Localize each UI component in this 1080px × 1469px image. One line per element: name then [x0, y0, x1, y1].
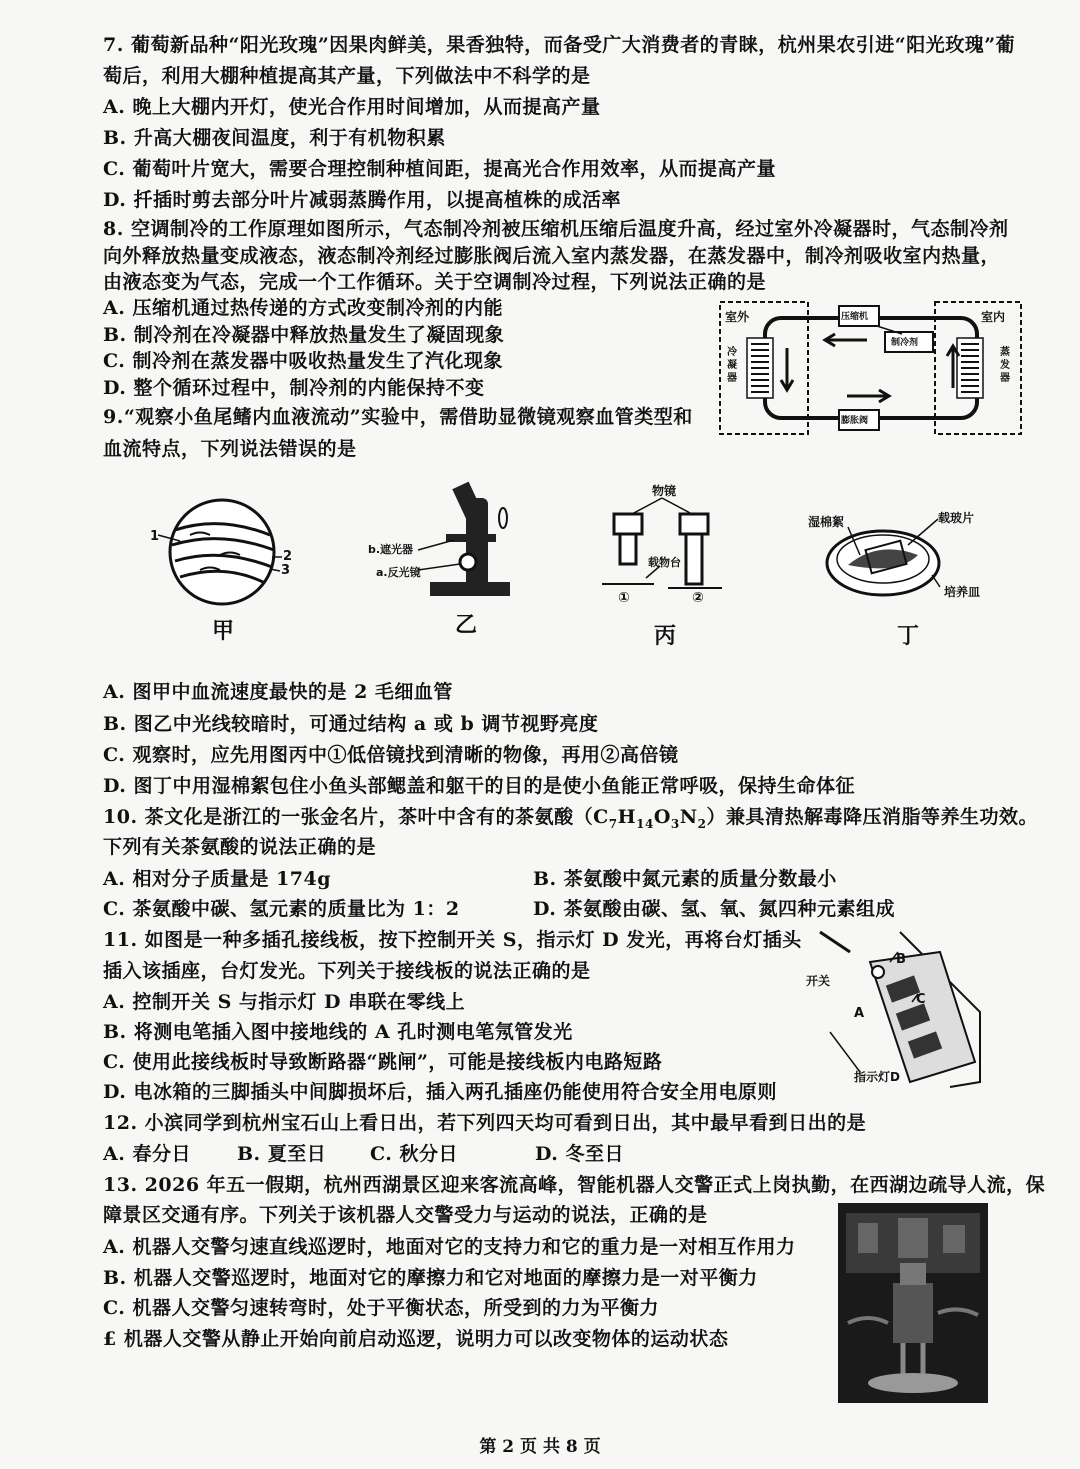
q10-stem-line2: 下列有关茶氨酸的说法正确的是 [103, 836, 377, 858]
q13-option-d: £ 机器人交警从静止开始向前启动巡逻，说明力可以改变物体的运动状态 [103, 1328, 729, 1350]
q12-option-c: C. 秋分日 [370, 1143, 459, 1165]
figure-yi-microscope [368, 478, 518, 603]
label-refrigerant: 制冷剂 [891, 338, 919, 348]
q9-option-c: C. 观察时，应先用图丙中①低倍镜找到清晰的物像，再用②高倍镜 [103, 744, 679, 766]
label-hole-a: A [854, 1006, 865, 1021]
label-indoor: 室内 [981, 310, 1006, 324]
label-mirror: a.反光镜 [376, 566, 421, 579]
q13-stem-line2: 障景区交通有序。下列关于该机器人交警受力与运动的说法，正确的是 [103, 1204, 708, 1226]
formula-c-sub: 7 [608, 816, 618, 831]
formula-o: O [653, 806, 671, 828]
q9-stem-line2: 血流特点，下列说法错误的是 [103, 438, 357, 460]
q11-option-b: B. 将测电笔插入图中接地线的 A 孔时测电笔氖管发光 [103, 1021, 573, 1043]
q9-option-d: D. 图丁中用湿棉絮包住小鱼头部鳃盖和躯干的目的是使小鱼能正常呼吸，保持生命体征 [103, 775, 856, 797]
q7-option-d: D. 扦插时剪去部分叶片减弱蒸腾作用，以提高植株的成活率 [103, 189, 622, 211]
q13-option-c: C. 机器人交警匀速转弯时，处于平衡状态，所受到的力为平衡力 [103, 1297, 660, 1319]
q10-stem-text-b: ）兼具清热解毒降压消脂等养生功效。 [706, 806, 1038, 828]
q11-stem-line1: 11. 如图是一种多插孔接线板，按下控制开关 S，指示灯 D 发光，再将台灯插头 [103, 929, 802, 951]
formula-n: N [679, 806, 698, 828]
label-diaphragm: b.遮光器 [368, 543, 414, 556]
q11-stem-line2: 插入该插座，台灯发光。下列关于接线板的说法正确的是 [103, 960, 591, 982]
q7-stem-line1: 7. 葡萄新品种“阳光玫瑰”因果肉鲜美，果香独特，而备受广大消费者的青睐，杭州果农引进“阳光玫瑰”葡 [103, 34, 1016, 56]
q7-option-a: A. 晚上大棚内开灯，使光合作用时间增加，从而提高产量 [103, 96, 601, 118]
q7-option-c: C. 葡萄叶片宽大，需要合理控制种植间距，提高光合作用效率，从而提高产量 [103, 158, 777, 180]
q8-option-d: D. 整个循环过程中，制冷剂的内能保持不变 [103, 377, 485, 399]
caption-jia: 甲 [212, 618, 235, 644]
label-slide: 载玻片 [938, 511, 975, 525]
label-hole-b: B [896, 952, 906, 967]
label-circle-1: ① [618, 590, 630, 606]
caption-bing: 丙 [654, 623, 677, 649]
formula-n-sub: 2 [697, 816, 707, 831]
label-switch: 开关 [806, 974, 831, 988]
caption-yi: 乙 [455, 612, 478, 638]
figure-jia-blood-vessels [150, 495, 300, 610]
label-wet-cotton: 湿棉絮 [808, 515, 845, 529]
label-dish: 培养皿 [944, 585, 981, 599]
robot-traffic-police-photo [838, 1203, 988, 1403]
q7-option-b: B. 升高大棚夜间温度，利于有机物积累 [103, 127, 446, 149]
q13-stem-line1: 13. 2026 年五一假期，杭州西湖景区迎来客流高峰，智能机器人交警正式上岗执勤，在西湖边疏导人流，保 [103, 1174, 1046, 1196]
label-indicator: 指示灯D [854, 1070, 900, 1084]
q12-option-b: B. 夏至日 [237, 1143, 327, 1165]
q8-option-c: C. 制冷剂在蒸发器中吸收热量发生了汽化现象 [103, 350, 504, 372]
label-valve: 膨胀阀 [841, 416, 869, 426]
q12-option-d: D. 冬至日 [535, 1143, 625, 1165]
q8-option-b: B. 制冷剂在冷凝器中释放热量发生了凝固现象 [103, 324, 505, 346]
label-compressor: 压缩机 [841, 312, 869, 322]
formula-h-sub: 14 [636, 816, 654, 831]
jia-label-1: 1 [150, 529, 160, 544]
q12-stem: 12. 小滨同学到杭州宝石山上看日出，若下列四天均可看到日出，其中最早看到日出的是 [103, 1112, 867, 1134]
formula-h: H [617, 806, 637, 828]
q8-stem-line2: 向外释放热量变成液态，液态制冷剂经过膨胀阀后流入室内蒸发器，在蒸发器中，制冷剂吸收室内热量， [103, 245, 1001, 267]
label-evaporator: 蒸发器 [1000, 347, 1010, 384]
figure-bing-objectives [598, 480, 738, 610]
q10-option-c: C. 茶氨酸中碳、氢元素的质量比为 1：2 [103, 898, 460, 920]
q7-stem-line2: 萄后，利用大棚种植提高其产量，下列做法中不科学的是 [103, 65, 591, 87]
q10-option-b: B. 茶氨酸中氮元素的质量分数最小 [533, 868, 837, 890]
label-condenser: 冷凝器 [727, 347, 737, 384]
q10-option-d: D. 茶氨酸由碳、氢、氧、氮四种元素组成 [533, 898, 896, 920]
q8-stem-line1: 8. 空调制冷的工作原理如图所示，气态制冷剂被压缩机压缩后温度升高，经过室外冷凝器时，气态制冷剂 [103, 218, 1009, 240]
q10-option-a: A. 相对分子质量是 174g [103, 868, 332, 890]
q10-stem-text-a: 10. 茶文化是浙江的一张金名片，茶叶中含有的茶氨酸（C [103, 806, 609, 828]
q11-option-d: D. 电冰箱的三脚插头中间脚损坏后，插入两孔插座仍能使用符合安全用电原则 [103, 1081, 778, 1103]
q8-option-a: A. 压缩机通过热传递的方式改变制冷剂的内能 [103, 297, 503, 319]
label-stage: 载物台 [648, 556, 681, 569]
page-footer: 第 2 页 共 8 页 [479, 1437, 601, 1457]
caption-ding: 丁 [897, 623, 920, 649]
label-objective: 物镜 [652, 484, 677, 498]
power-strip-photo [800, 922, 990, 1092]
q12-option-a: A. 春分日 [103, 1143, 191, 1165]
jia-label-2: 2 [283, 549, 293, 564]
label-hole-c: C [916, 992, 926, 1007]
q9-stem-line1: 9.“观察小鱼尾鳍内血液流动”实验中，需借助显微镜观察血管类型和 [103, 406, 693, 428]
label-circle-2: ② [692, 590, 704, 606]
jia-label-3: 3 [281, 563, 291, 578]
q9-option-b: B. 图乙中光线较暗时，可通过结构 a 或 b 调节视野亮度 [103, 713, 599, 735]
q10-stem-line1 [103, 805, 1038, 836]
q9-option-a: A. 图甲中血流速度最快的是 2 毛细血管 [103, 681, 453, 703]
figure-ding-petri-dish [808, 505, 998, 605]
q11-option-a: A. 控制开关 S 与指示灯 D 串联在零线上 [103, 991, 466, 1013]
formula-o-sub: 3 [670, 816, 680, 831]
q13-option-a: A. 机器人交警匀速直线巡逻时，地面对它的支持力和它的重力是一对相互作用力 [103, 1236, 796, 1258]
q11-option-c: C. 使用此接线板时导致断路器“跳闸”，可能是接线板内电路短路 [103, 1051, 663, 1073]
q8-stem-line3: 由液态变为气态，完成一个工作循环。关于空调制冷过程，下列说法正确的是 [103, 271, 767, 293]
ac-cycle-diagram [717, 298, 1025, 438]
label-outdoor: 室外 [725, 310, 750, 324]
q13-option-b: B. 机器人交警巡逻时，地面对它的摩擦力和它对地面的摩擦力是一对平衡力 [103, 1267, 758, 1289]
